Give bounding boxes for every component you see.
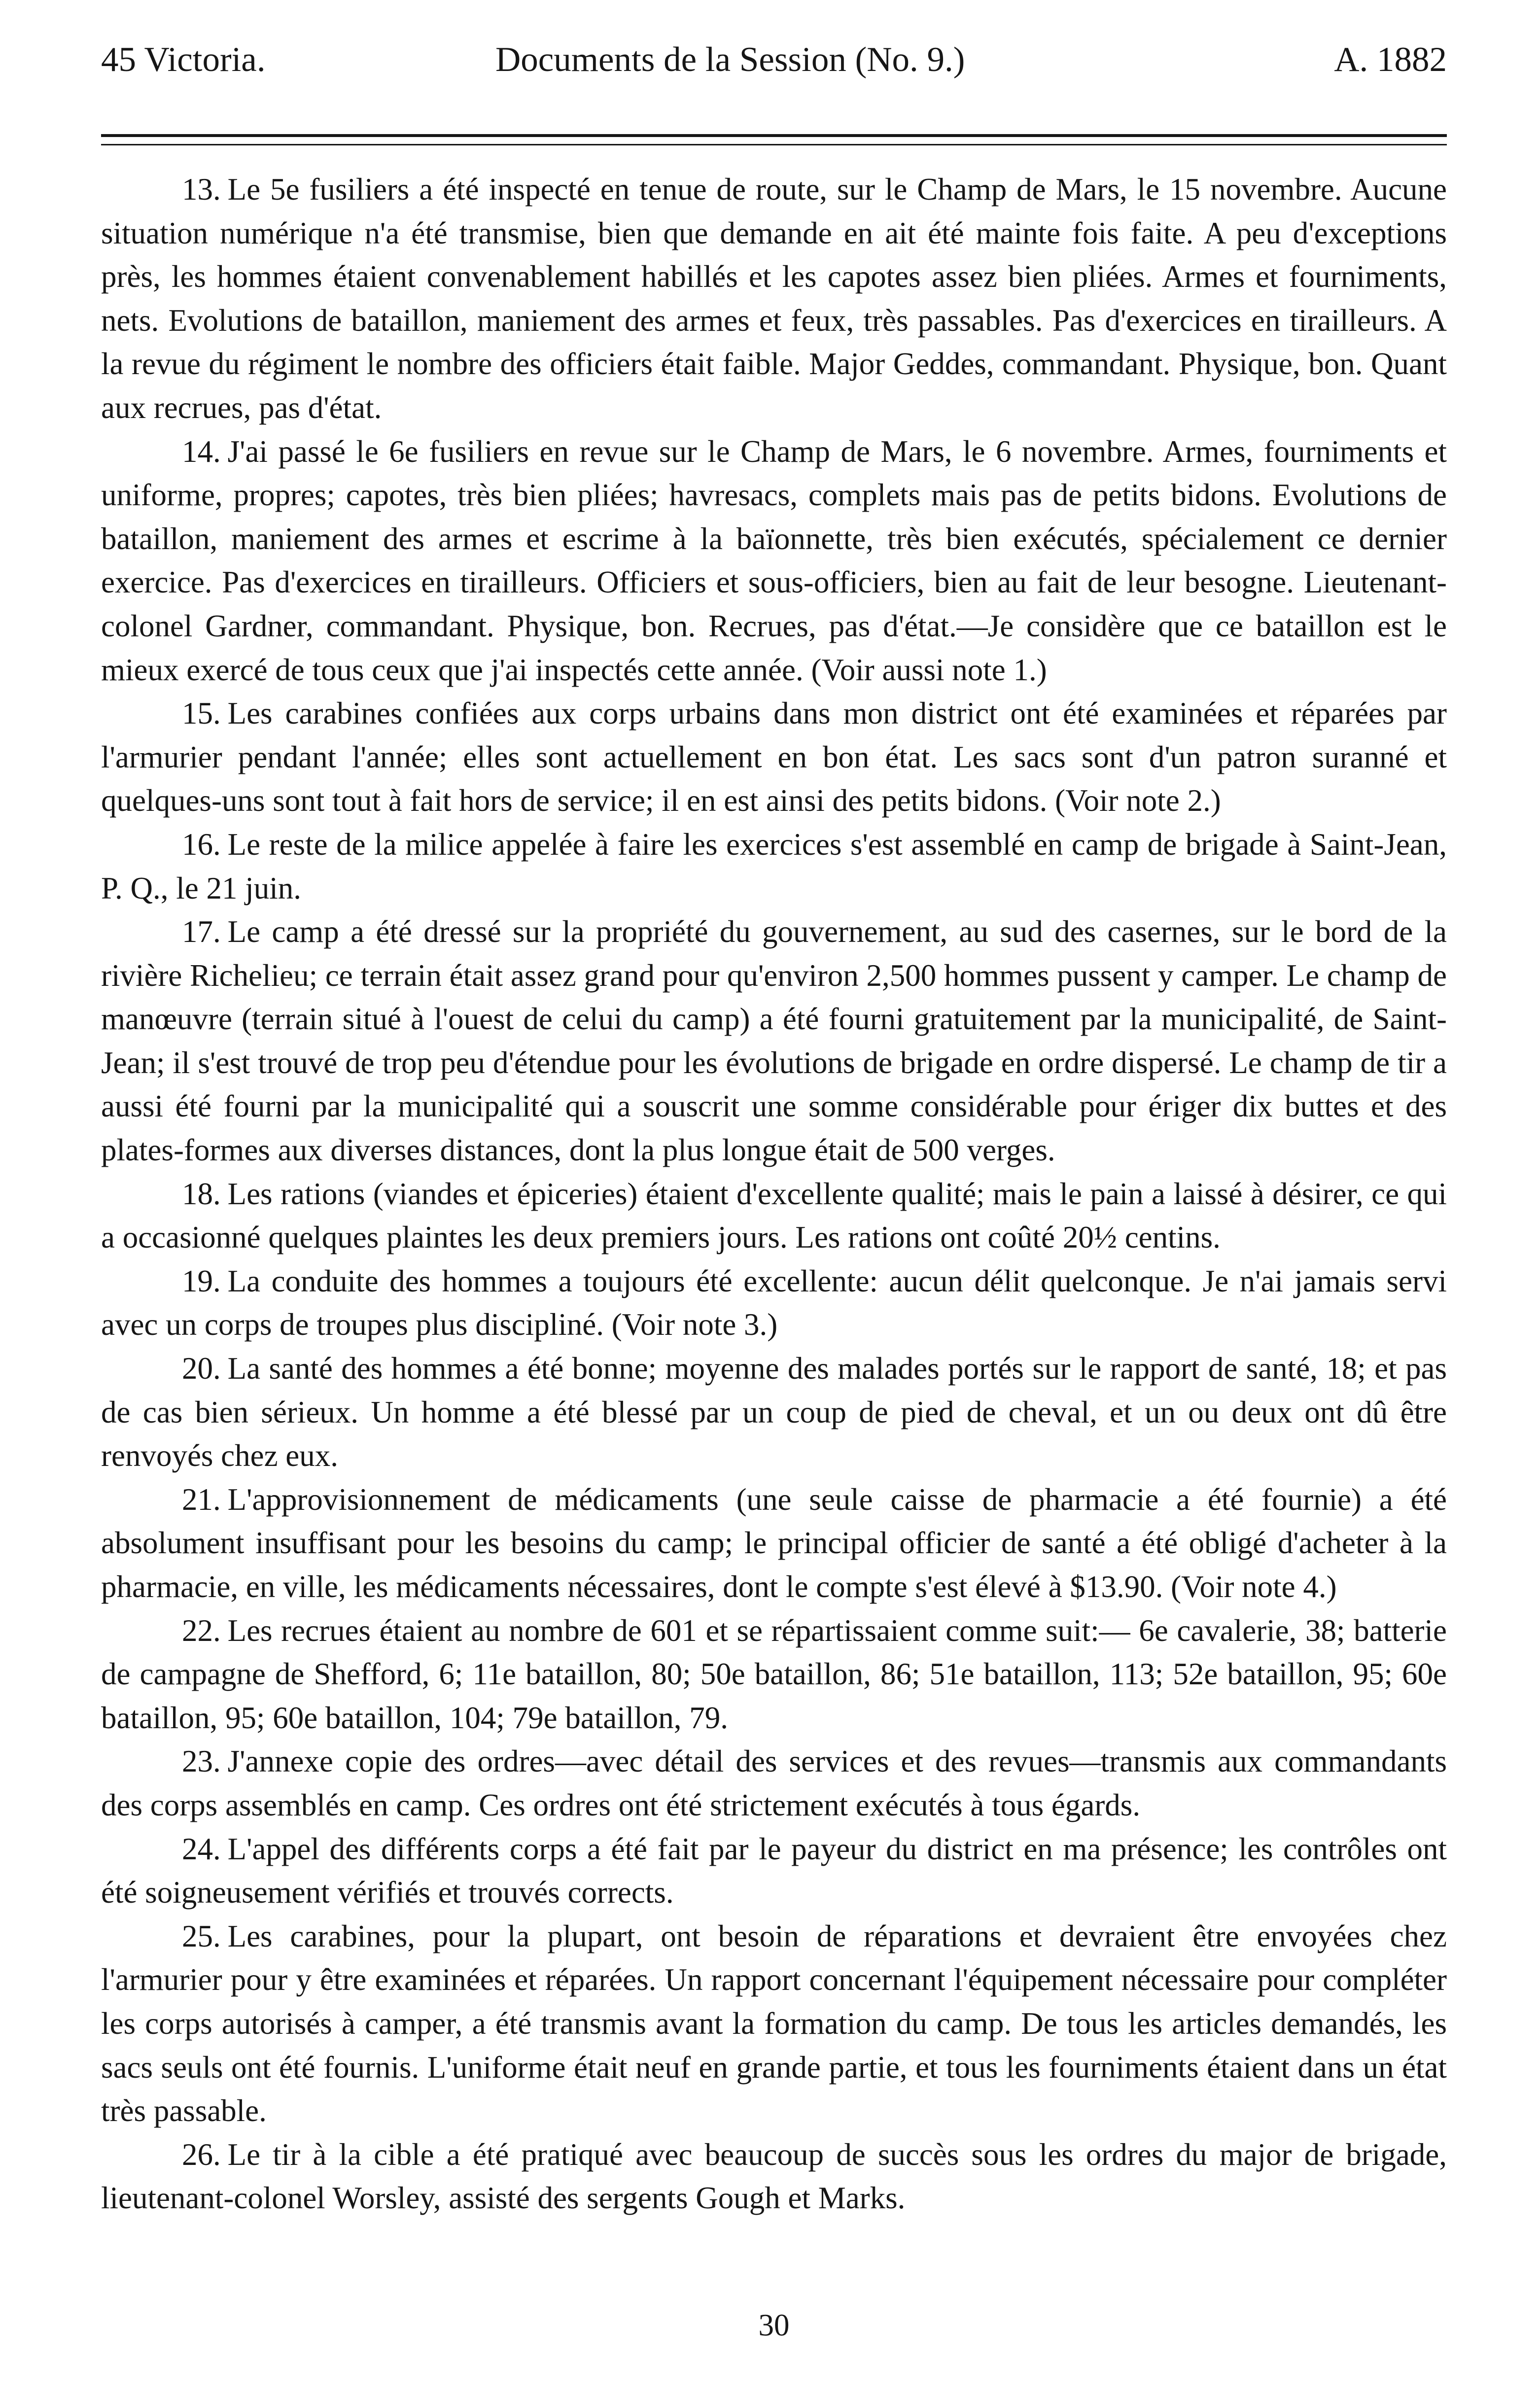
paragraph-18 <box>101 1172 1447 1259</box>
paragraph-17 <box>101 910 1447 1172</box>
header-title: Documents de la Session (No. 9.) <box>495 40 965 79</box>
paragraph-text: Le 5e fusiliers a été inspecté en tenue de route, sur le Champ de Mars, le 15 novembre. Aucune situation numérique n'a été transmise, bien que demande en ait été mainte fois faite. A peu d'exceptions près, les hommes étaient convenablement habillés et les capotes assez bien pliées. Armes et fourniments, nets. Evolutions de bataillon, maniement des armes et feux, très passables. Pas d'exercices en tirailleurs. A la revue du régiment le nombre des officiers était faible. Major Geddes, commandant. Physique, bon. Quant aux recrues, pas d'état. <box>101 172 1447 425</box>
paragraph-19 <box>101 1259 1447 1347</box>
header-volume: 45 Victoria. <box>101 40 266 79</box>
paragraph-14 <box>101 430 1447 692</box>
paragraph-text: J'annexe copie des ordres—avec détail des services et des revues—transmis aux commandants des corps assemblés en camp. Ces ordres ont été strictement exécutés à tous égards. <box>101 1744 1447 1822</box>
paragraph-text: La santé des hommes a été bonne; moyenne des malades portés sur le rapport de santé, 18; et pas de cas bien sérieux. Un homme a été blessé par un coup de pied de cheval, et un ou deux ont dû être renvoyés chez eux. <box>101 1351 1447 1473</box>
paragraph-number: 24. <box>182 1831 221 1866</box>
page-header <box>101 33 1447 87</box>
header-rule-thin <box>101 144 1447 145</box>
body-text <box>101 168 1447 2220</box>
paragraph-number: 18. <box>182 1176 221 1211</box>
paragraph-number: 20. <box>182 1351 221 1386</box>
paragraph-text: Le camp a été dressé sur la propriété du gouvernement, au sud des casernes, sur le bord de la rivière Richelieu; ce terrain était assez grand pour qu'environ 2,500 hommes pussent y camper. Le champ de manœuvre (terrain situé à l'ouest de celui du camp) a été fourni gratuitement par la municipalité, de Saint-Jean; il s'est trouvé de trop peu d'étendue pour les évolutions de brigade en ordre dispersé. Le champ de tir a aussi été fourni par la municipalité qui a souscrit une somme considérable pour ériger dix buttes et des plates-formes aux diverses distances, dont la plus longue était de 500 verges. <box>101 914 1447 1168</box>
paragraph-text: Le tir à la cible a été pratiqué avec beaucoup de succès sous les ordres du major de brigade, lieutenant-colonel Worsley, assisté des sergents Gough et Marks. <box>101 2137 1447 2216</box>
paragraph-text: Le reste de la milice appelée à faire les exercices s'est assemblé en camp de brigade à Saint-Jean, P. Q., le 21 juin. <box>101 827 1447 905</box>
paragraph-number: 17. <box>182 914 221 949</box>
paragraph-text: L'approvisionnement de médicaments (une seule caisse de pharmacie a été fournie) a été absolument insuffisant pour les besoins du camp; le principal officier de santé a été obligé d'acheter à la pharmacie, en ville, les médicaments nécessaires, dont le compte s'est élevé à $13.90. (Voir note 4.) <box>101 1482 1447 1604</box>
header-year: A. 1882 <box>1334 40 1447 79</box>
paragraph-number: 22. <box>182 1613 221 1648</box>
paragraph-number: 13. <box>182 172 221 207</box>
paragraph-23 <box>101 1740 1447 1827</box>
page-number: 30 <box>758 2308 790 2342</box>
paragraph-number: 16. <box>182 827 221 862</box>
paragraph-number: 21. <box>182 1482 221 1517</box>
paragraph-24 <box>101 1827 1447 1915</box>
paragraph-text: Les rations (viandes et épiceries) étaient d'excellente qualité; mais le pain a laissé à désirer, ce qui a occasionné quelques plaintes les deux premiers jours. Les rations ont coûté 20½ centins. <box>101 1176 1447 1255</box>
paragraph-number: 14. <box>182 434 221 469</box>
paragraph-number: 15. <box>182 696 221 731</box>
paragraph-number: 23. <box>182 1744 221 1779</box>
document-page <box>101 0 1447 2403</box>
paragraph-15 <box>101 692 1447 823</box>
paragraph-number: 26. <box>182 2137 221 2172</box>
paragraph-21 <box>101 1478 1447 1609</box>
paragraph-text: Les carabines confiées aux corps urbains dans mon district ont été examinées et réparées par l'armurier pendant l'année; elles sont actuellement en bon état. Les sacs sont d'un patron suranné et quelques-uns sont tout à fait hors de service; il en est ainsi des petits bidons. (Voir note 2.) <box>101 696 1447 818</box>
paragraph-16 <box>101 823 1447 910</box>
paragraph-text: J'ai passé le 6e fusiliers en revue sur le Champ de Mars, le 6 novembre. Armes, fourniments et uniforme, propres; capotes, très bien pliées; havresacs, complets mais pas de petits bidons. Evolutions de bataillon, maniement des armes et escrime à la baïonnette, très bien exécutés, spécialement ce dernier exercice. Pas d'exercices en tirailleurs. Officiers et sous-officiers, bien au fait de leur besogne. Lieutenant-colonel Gardner, commandant. Physique, bon. Recrues, pas d'état.—Je considère que ce bataillon est le mieux exercé de tous ceux que j'ai inspectés cette année. (Voir aussi note 1.) <box>101 434 1447 687</box>
paragraph-number: 25. <box>182 1918 221 1953</box>
paragraph-number: 19. <box>182 1263 221 1298</box>
header-rule-thick <box>101 134 1447 137</box>
paragraph-20 <box>101 1347 1447 1478</box>
paragraph-25 <box>101 1915 1447 2133</box>
paragraph-text: Les recrues étaient au nombre de 601 et se répartissaient comme suit:— 6e cavalerie, 38; batterie de campagne de Shefford, 6; 11e bataillon, 80; 50e bataillon, 86; 51e bataillon, 113; 52e bataillon, 95; 60e bataillon, 95; 60e bataillon, 104; 79e bataillon, 79. <box>101 1613 1447 1735</box>
paragraph-22 <box>101 1609 1447 1740</box>
paragraph-26 <box>101 2133 1447 2220</box>
paragraph-text: L'appel des différents corps a été fait par le payeur du district en ma présence; les contrôles ont été soigneusement vérifiés et trouvés corrects. <box>101 1831 1447 1910</box>
paragraph-text: Les carabines, pour la plupart, ont besoin de réparations et devraient être envoyées chez l'armurier pour y être examinées et réparées. Un rapport concernant l'équipement nécessaire pour compléter les corps autorisés à camper, a été transmis avant la formation du camp. De tous les articles demandés, les sacs seuls ont été fournis. L'uniforme était neuf en grande partie, et tous les fourniments étaient dans un état très passable. <box>101 1918 1447 2128</box>
paragraph-13 <box>101 168 1447 430</box>
paragraph-text: La conduite des hommes a toujours été excellente: aucun délit quelconque. Je n'ai jamais servi avec un corps de troupes plus discipliné. (Voir note 3.) <box>101 1263 1447 1342</box>
